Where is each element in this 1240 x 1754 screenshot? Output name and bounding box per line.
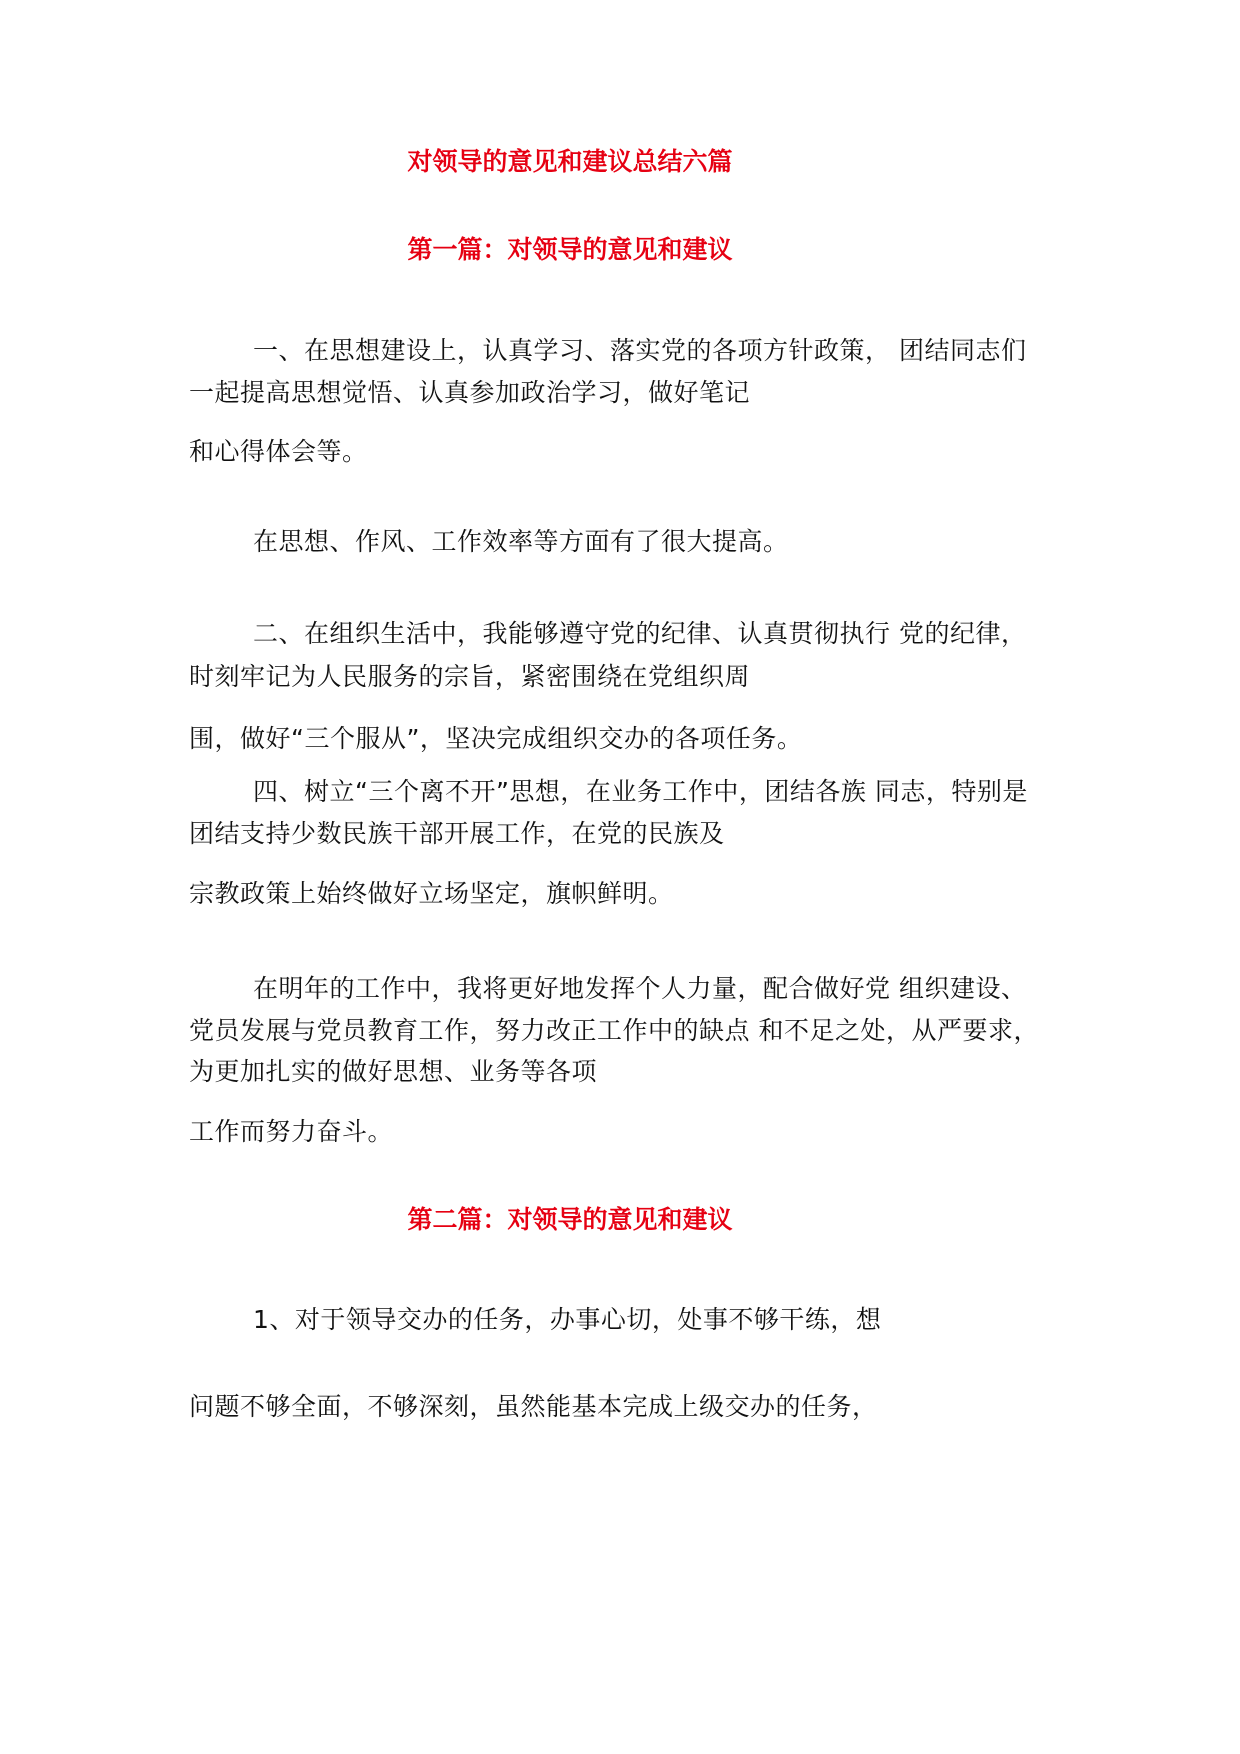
paragraph-line: 工作而努力奋斗。	[189, 1117, 394, 1146]
paragraph-line: 团结支持少数民族干部开展工作，在党的民族及	[189, 819, 725, 848]
paragraph-line: 问题不够全面，不够深刻，虽然能基本完成上级交办的任务，	[189, 1392, 878, 1421]
paragraph-line: 一、在思想建设上，认真学习、落实党的各项方针政策， 团结同志们	[253, 336, 1027, 365]
paragraph-line: 为更加扎实的做好思想、业务等各项	[189, 1057, 598, 1086]
paragraph-line: 1、对于领导交办的任务，办事心切，处事不够干练，想	[253, 1305, 882, 1334]
paragraph-line: 四、树立“三个离不开”思想，在业务工作中，团结各族 同志，特别是	[253, 777, 1028, 806]
paragraph-line: 二、在组织生活中，我能够遵守党的纪律、认真贯彻执行 党的纪律，	[253, 619, 1027, 648]
paragraph-line: 在明年的工作中，我将更好地发挥个人力量，配合做好党 组织建设、	[253, 974, 1027, 1003]
paragraph-line: 在思想、作风、工作效率等方面有了很大提高。	[253, 527, 789, 556]
document-title: 对领导的意见和建议总结六篇	[407, 147, 733, 176]
paragraph-line: 时刻牢记为人民服务的宗旨，紧密围绕在党组织周	[189, 662, 751, 691]
section-2-heading: 第二篇：对领导的意见和建议	[407, 1205, 733, 1234]
paragraph-line: 一起提高思想觉悟、认真参加政治学习，做好笔记	[189, 378, 751, 407]
paragraph-line: 党员发展与党员教育工作，努力改正工作中的缺点 和不足之处，从严要求，	[189, 1016, 1039, 1045]
paragraph-line: 围，做好“三个服从”，坚决完成组织交办的各项任务。	[189, 724, 803, 753]
paragraph-line: 宗教政策上始终做好立场坚定，旗帜鲜明。	[189, 879, 674, 908]
section-1-heading: 第一篇：对领导的意见和建议	[407, 235, 733, 264]
paragraph-line: 和心得体会等。	[189, 437, 368, 466]
